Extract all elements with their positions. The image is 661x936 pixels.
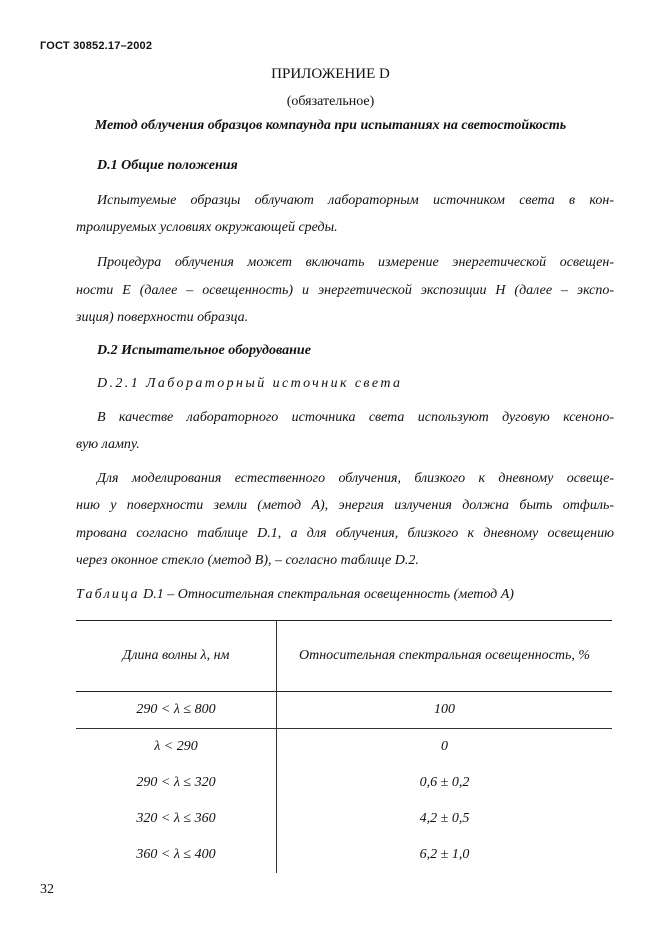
paragraph-line: тролируемых условиях окружающей среды.: [76, 220, 338, 235]
paragraph-line: через оконное стекло (метод B), – согласно таблице D.2.: [76, 553, 419, 568]
table-header-row: [76, 621, 612, 692]
cell-value: 4,2 ± 0,5: [277, 801, 613, 837]
header-relative-irradiance: Относительная спектральная освещенность, %: [277, 621, 613, 692]
paragraph-line: ности E (далее – освещенность) и энергетической экспозиции H (далее – экспо-: [76, 283, 614, 298]
paragraph-line: Для моделирования естественного облучения, близкого к дневному освеще-: [97, 471, 614, 486]
table-caption: [76, 587, 514, 603]
cell-wavelength: 360 < λ ≤ 400: [76, 837, 277, 873]
paragraph-line: Процедура облучения может включать измерение энергетической освещен-: [97, 255, 614, 270]
table-row: [76, 765, 612, 801]
paragraph-line: зиция) поверхности образца.: [76, 310, 249, 325]
subsection-title: D.2.1 Лабораторный источник света: [97, 376, 403, 391]
cell-value: 100: [277, 692, 613, 729]
table-caption-text: D.1 – Относительная спектральная освещенность (метод A): [139, 587, 514, 602]
table-row: [76, 837, 612, 873]
cell-wavelength: 290 < λ ≤ 800: [76, 692, 277, 729]
paragraph-line: Испытуемые образцы облучают лабораторным источником света в кон-: [97, 193, 614, 208]
appendix-title: ПРИЛОЖЕНИЕ D: [271, 66, 390, 82]
page-number: 32: [40, 882, 54, 897]
table-row: [76, 801, 612, 837]
appendix-heading: Метод облучения образцов компаунда при испытаниях на светостойкость: [94, 118, 567, 133]
section-1-title: D.1 Общие положения: [97, 158, 238, 173]
section-2-title: D.2 Испытательное оборудование: [97, 343, 311, 358]
paragraph-line: вую лампу.: [76, 437, 140, 452]
cell-wavelength: λ < 290: [76, 729, 277, 766]
paragraph-line: трована согласно таблице D.1, а для облучения, близкого к дневному освещению: [76, 526, 614, 541]
spectral-table: [76, 620, 612, 873]
table-row: [76, 729, 612, 766]
cell-value: 6,2 ± 1,0: [277, 837, 613, 873]
header-wavelength: Длина волны λ, нм: [76, 621, 277, 692]
document-header: ГОСТ 30852.17–2002: [40, 40, 153, 52]
cell-wavelength: 320 < λ ≤ 360: [76, 801, 277, 837]
paragraph-line: нию у поверхности земли (метод A), энергия излучения должна быть отфиль-: [76, 498, 614, 513]
cell-value: 0: [277, 729, 613, 766]
appendix-status: (обязательное): [286, 94, 375, 109]
paragraph-line: В качестве лабораторного источника света используют дуговую ксеноно-: [97, 410, 614, 425]
table-row: [76, 692, 612, 729]
cell-wavelength: 290 < λ ≤ 320: [76, 765, 277, 801]
cell-value: 0,6 ± 0,2: [277, 765, 613, 801]
table-caption-word: Таблица: [76, 587, 140, 602]
